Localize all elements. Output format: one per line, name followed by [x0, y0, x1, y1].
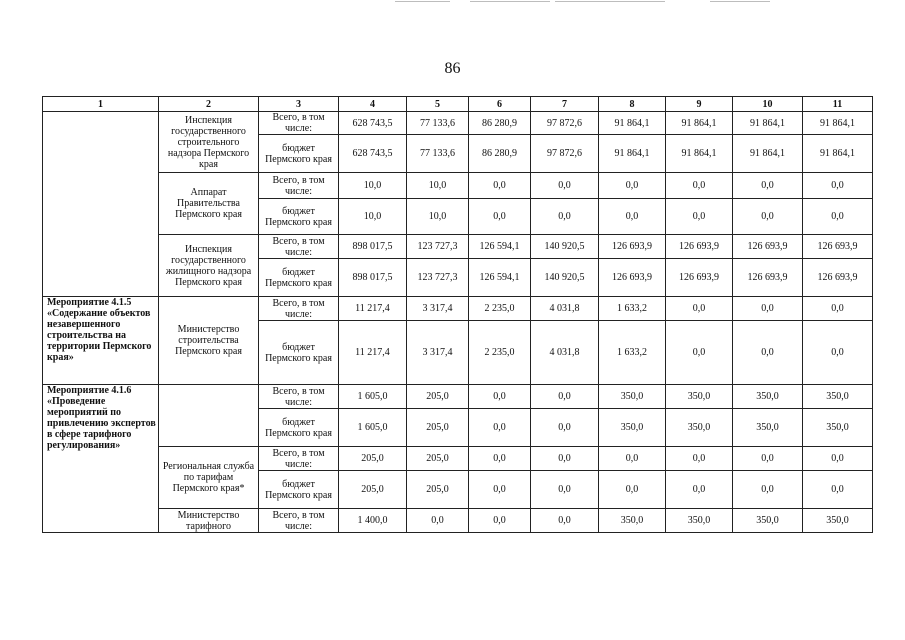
organization-cell: Аппарат Правительства Пермского края: [159, 173, 259, 235]
value-cell: 126 594,1: [469, 259, 531, 297]
value-cell: 126 693,9: [803, 259, 873, 297]
budget-label: бюджет Пермского края: [259, 409, 339, 447]
value-cell: 0,0: [407, 509, 469, 533]
value-cell: 0,0: [666, 471, 733, 509]
column-header: 7: [531, 97, 599, 112]
organization-cell: Министерство строительства Пермского края: [159, 297, 259, 385]
header-row: [43, 97, 873, 112]
value-cell: 0,0: [666, 173, 733, 199]
value-cell: 0,0: [469, 509, 531, 533]
value-cell: 77 133,6: [407, 112, 469, 135]
column-header: 11: [803, 97, 873, 112]
value-cell: 86 280,9: [469, 112, 531, 135]
value-cell: 10,0: [339, 199, 407, 235]
value-cell: 0,0: [531, 409, 599, 447]
value-cell: 2 235,0: [469, 297, 531, 321]
value-cell: 91 864,1: [599, 112, 666, 135]
value-cell: 91 864,1: [666, 112, 733, 135]
value-cell: 3 317,4: [407, 321, 469, 385]
value-cell: 205,0: [407, 385, 469, 409]
value-cell: 0,0: [803, 297, 873, 321]
total-label: Всего, в том числе:: [259, 235, 339, 259]
value-cell: 205,0: [407, 471, 469, 509]
budget-table: [42, 96, 873, 533]
value-cell: 0,0: [666, 297, 733, 321]
value-cell: 86 280,9: [469, 135, 531, 173]
value-cell: 91 864,1: [803, 112, 873, 135]
table-row: [43, 173, 873, 199]
value-cell: 126 693,9: [733, 235, 803, 259]
organization-cell: Инспекция государственного жилищного надзора Пермского края: [159, 235, 259, 297]
value-cell: 0,0: [599, 471, 666, 509]
budget-label: бюджет Пермского края: [259, 471, 339, 509]
value-cell: 0,0: [733, 471, 803, 509]
total-label: Всего, в том числе:: [259, 112, 339, 135]
column-header: 6: [469, 97, 531, 112]
table-row: [43, 297, 873, 321]
value-cell: 0,0: [733, 297, 803, 321]
value-cell: 10,0: [339, 173, 407, 199]
value-cell: 350,0: [599, 385, 666, 409]
measure-cell: Мероприятие 4.1.5 «Содержание объектов незавершенного строительства на территории Пермского края»: [43, 297, 159, 385]
value-cell: 91 864,1: [599, 135, 666, 173]
value-cell: 91 864,1: [803, 135, 873, 173]
value-cell: 126 693,9: [599, 259, 666, 297]
value-cell: 4 031,8: [531, 297, 599, 321]
value-cell: 3 317,4: [407, 297, 469, 321]
value-cell: 0,0: [666, 199, 733, 235]
value-cell: 205,0: [339, 471, 407, 509]
page-number: 86: [444, 60, 461, 77]
organization-cell: Инспекция государственного строительного надзора Пермского края: [159, 112, 259, 173]
value-cell: 898 017,5: [339, 235, 407, 259]
total-label: Всего, в том числе:: [259, 173, 339, 199]
value-cell: 0,0: [803, 447, 873, 471]
value-cell: 0,0: [803, 199, 873, 235]
value-cell: 0,0: [469, 385, 531, 409]
value-cell: 0,0: [733, 173, 803, 199]
value-cell: 0,0: [599, 447, 666, 471]
column-header: 9: [666, 97, 733, 112]
value-cell: 350,0: [733, 409, 803, 447]
value-cell: 350,0: [666, 509, 733, 533]
value-cell: 123 727,3: [407, 259, 469, 297]
table-row: [43, 447, 873, 471]
value-cell: 350,0: [666, 409, 733, 447]
budget-label: бюджет Пермского края: [259, 321, 339, 385]
value-cell: 0,0: [599, 173, 666, 199]
column-header: 4: [339, 97, 407, 112]
value-cell: 0,0: [469, 471, 531, 509]
value-cell: 350,0: [803, 509, 873, 533]
column-header: 10: [733, 97, 803, 112]
column-header: 2: [159, 97, 259, 112]
total-label: Всего, в том числе:: [259, 385, 339, 409]
value-cell: 4 031,8: [531, 321, 599, 385]
organization-cell: Региональная служба по тарифам Пермского края*: [159, 447, 259, 509]
value-cell: 140 920,5: [531, 235, 599, 259]
value-cell: 350,0: [803, 409, 873, 447]
value-cell: 0,0: [469, 173, 531, 199]
value-cell: 350,0: [599, 409, 666, 447]
value-cell: 91 864,1: [733, 135, 803, 173]
value-cell: 350,0: [599, 509, 666, 533]
budget-label: бюджет Пермского края: [259, 199, 339, 235]
value-cell: 123 727,3: [407, 235, 469, 259]
value-cell: 1 400,0: [339, 509, 407, 533]
value-cell: 0,0: [666, 447, 733, 471]
value-cell: 0,0: [469, 199, 531, 235]
value-cell: 126 693,9: [599, 235, 666, 259]
total-label: Всего, в том числе:: [259, 447, 339, 471]
value-cell: 2 235,0: [469, 321, 531, 385]
total-label: Всего, в том числе:: [259, 297, 339, 321]
value-cell: 1 605,0: [339, 409, 407, 447]
value-cell: 91 864,1: [666, 135, 733, 173]
column-header: 8: [599, 97, 666, 112]
budget-label: бюджет Пермского края: [259, 135, 339, 173]
column-header: 5: [407, 97, 469, 112]
value-cell: 126 594,1: [469, 235, 531, 259]
value-cell: 350,0: [733, 385, 803, 409]
value-cell: 0,0: [666, 321, 733, 385]
value-cell: 0,0: [531, 173, 599, 199]
value-cell: 0,0: [531, 447, 599, 471]
value-cell: 205,0: [339, 447, 407, 471]
value-cell: 898 017,5: [339, 259, 407, 297]
value-cell: 1 605,0: [339, 385, 407, 409]
value-cell: 126 693,9: [803, 235, 873, 259]
value-cell: 97 872,6: [531, 112, 599, 135]
value-cell: 628 743,5: [339, 135, 407, 173]
value-cell: 628 743,5: [339, 112, 407, 135]
column-header: 1: [43, 97, 159, 112]
table-row: [43, 112, 873, 135]
organization-cell: [159, 385, 259, 447]
table-row: [43, 235, 873, 259]
value-cell: 0,0: [531, 199, 599, 235]
value-cell: 0,0: [733, 447, 803, 471]
value-cell: 205,0: [407, 409, 469, 447]
value-cell: 11 217,4: [339, 297, 407, 321]
value-cell: 97 872,6: [531, 135, 599, 173]
table-row: [43, 385, 873, 409]
value-cell: 0,0: [803, 471, 873, 509]
value-cell: 0,0: [733, 321, 803, 385]
value-cell: 205,0: [407, 447, 469, 471]
value-cell: 126 693,9: [666, 259, 733, 297]
value-cell: 91 864,1: [733, 112, 803, 135]
value-cell: 0,0: [469, 409, 531, 447]
organization-cell: Министерство тарифного: [159, 509, 259, 533]
value-cell: 0,0: [531, 509, 599, 533]
value-cell: 1 633,2: [599, 321, 666, 385]
table-row: [43, 509, 873, 533]
value-cell: 77 133,6: [407, 135, 469, 173]
value-cell: 140 920,5: [531, 259, 599, 297]
value-cell: 126 693,9: [733, 259, 803, 297]
value-cell: 350,0: [666, 385, 733, 409]
value-cell: 0,0: [803, 173, 873, 199]
value-cell: 0,0: [599, 199, 666, 235]
value-cell: 10,0: [407, 173, 469, 199]
value-cell: 126 693,9: [666, 235, 733, 259]
value-cell: 1 633,2: [599, 297, 666, 321]
value-cell: 0,0: [803, 321, 873, 385]
value-cell: 0,0: [531, 471, 599, 509]
value-cell: 350,0: [803, 385, 873, 409]
value-cell: 350,0: [733, 509, 803, 533]
total-label: Всего, в том числе:: [259, 509, 339, 533]
column-header: 3: [259, 97, 339, 112]
value-cell: 10,0: [407, 199, 469, 235]
measure-cell-empty: [43, 112, 159, 297]
budget-label: бюджет Пермского края: [259, 259, 339, 297]
value-cell: 11 217,4: [339, 321, 407, 385]
measure-cell: Мероприятие 4.1.6 «Проведение мероприятий по привлечению экспертов в сфере тарифного регулирования»: [43, 385, 159, 533]
value-cell: 0,0: [531, 385, 599, 409]
value-cell: 0,0: [733, 199, 803, 235]
value-cell: 0,0: [469, 447, 531, 471]
scan-artifact: [0, 0, 905, 6]
